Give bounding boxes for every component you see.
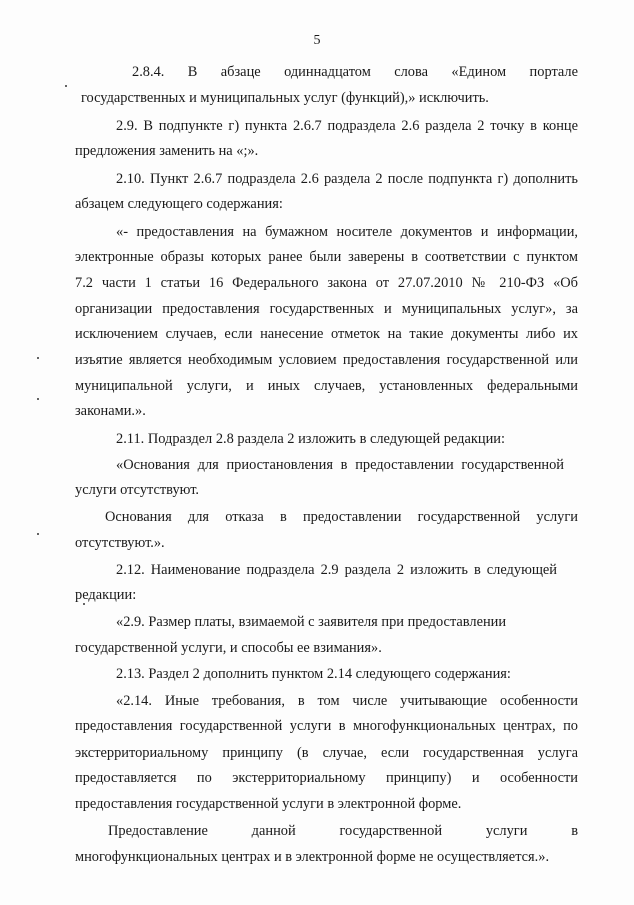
text-line: «2.9. Размер платы, взимаемой с заявителя при предоставлении	[116, 614, 507, 630]
text-line: электронные образы которых ранее были заверены в соответствии с пунктом	[75, 249, 578, 265]
text-line: «Основания для приостановления в предоставлении государственной	[116, 457, 564, 473]
text-line: организации предоставления государственных и муниципальных услуг», за	[75, 301, 578, 317]
text-line: Предоставление данной государственной услуги в	[108, 823, 578, 839]
text-line: исключением случаев, если нанесение отметок на такие документы либо их	[75, 326, 578, 342]
text-line: предложения заменить на «;».	[75, 143, 259, 159]
text-line: государственных и муниципальных услуг (функций),» исключить.	[81, 90, 489, 106]
text-line: редакции:	[75, 587, 137, 603]
text-line: предоставления государственной услуги в электронной форме.	[75, 796, 462, 812]
text-line: «2.14. Иные требования, в том числе учитывающие особенности	[116, 693, 578, 709]
text-line: отсутствуют.».	[75, 535, 165, 551]
text-line: многофункциональных центрах и в электронной форме не осуществляется.».	[75, 849, 550, 865]
text-line: муниципальной услуги, и иных случаев, установленных федеральными	[75, 378, 578, 394]
text-line: 2.8.4. В абзаце одиннадцатом слова «Едином портале	[132, 64, 578, 80]
scan-speck	[37, 533, 39, 535]
text-line: «- предоставления на бумажном носителе документов и информации,	[116, 224, 578, 240]
text-line: 2.11. Подраздел 2.8 раздела 2 изложить в следующей редакции:	[116, 431, 505, 447]
text-line: предоставляется по экстерриториальному принципу) и особенности	[75, 770, 578, 786]
page-number: 5	[313, 33, 321, 48]
text-line: предоставления государственной услуги в многофункциональных центрах, по	[75, 718, 578, 734]
text-line: 2.13. Раздел 2 дополнить пунктом 2.14 следующего содержания:	[116, 666, 511, 682]
text-line: услуги отсутствуют.	[75, 482, 200, 498]
text-line: Основания для отказа в предоставлении государственной услуги	[105, 509, 578, 525]
text-line: экстерриториальному принципу (в случае, если государственная услуга	[75, 745, 578, 761]
text-line: 2.12. Наименование подраздела 2.9 раздела 2 изложить в следующей	[116, 562, 557, 578]
scan-speck	[83, 603, 85, 605]
scan-speck	[37, 398, 39, 400]
text-line: 2.9. В подпункте г) пункта 2.6.7 подраздела 2.6 раздела 2 точку в конце	[116, 118, 578, 134]
text-line: государственной услуги, и способы ее взимания».	[75, 640, 382, 656]
text-line: законами.».	[75, 403, 146, 419]
text-line: изъятие является необходимым условием предоставления государственной или	[75, 352, 578, 368]
text-line: 2.10. Пункт 2.6.7 подраздела 2.6 раздела 2 после подпункта г) дополнить	[116, 171, 578, 187]
text-line: 7.2 части 1 статьи 16 Федерального закона от 27.07.2010 № 210-ФЗ «Об	[75, 275, 578, 291]
scan-speck	[65, 85, 67, 87]
scan-speck	[37, 357, 39, 359]
text-line: абзацем следующего содержания:	[75, 196, 283, 212]
